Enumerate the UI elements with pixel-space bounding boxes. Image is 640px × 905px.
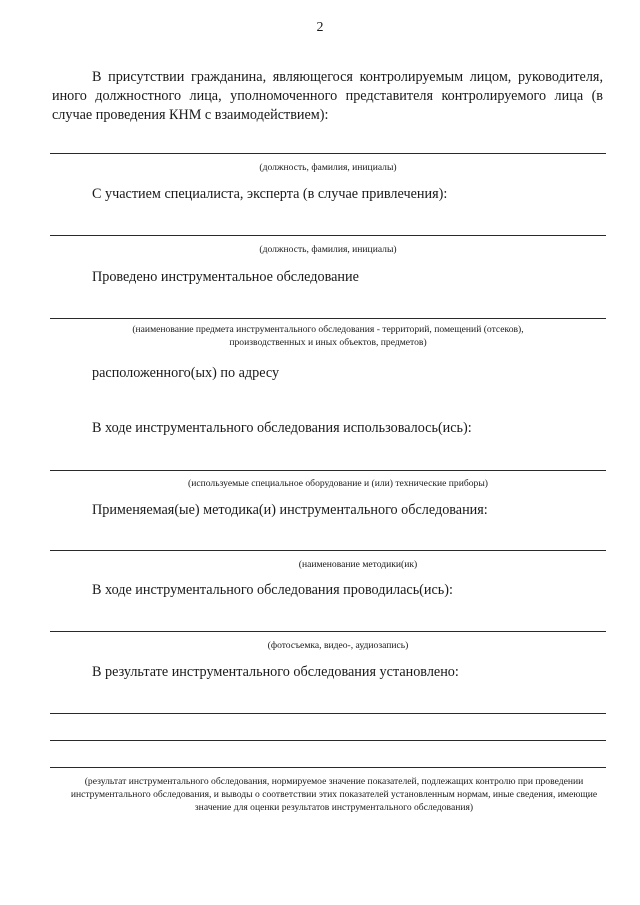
method-heading: Применяемая(ые) методика(и) инструментального обследования: xyxy=(92,502,488,518)
method-fill-line[interactable] xyxy=(50,550,606,551)
method-caption: (наименование методики(ик) xyxy=(298,559,418,570)
page-number: 2 xyxy=(316,20,324,35)
recording-caption: (фотосъемка, видео-, аудиозапись) xyxy=(267,640,409,651)
result-caption: (результат инструментального обследования, нормируемое значение показателей, подлежащих контролю при проведении инструментального обследования, и выводы о соответствии этих показателей установленным нормам, иные сведения, имеющие значение для оценки результатов инструментального обследования) xyxy=(70,776,598,813)
result-fill-line-2[interactable] xyxy=(50,740,606,741)
presence-caption: (должность, фамилия, инициалы) xyxy=(259,162,397,173)
equipment-caption: (используемые специальное оборудование и (или) технические приборы) xyxy=(188,478,488,489)
result-heading: В результате инструментального обследования установлено: xyxy=(92,664,459,680)
result-fill-line-1[interactable] xyxy=(50,713,606,714)
survey-caption-line-2: производственных и иных объектов, предметов) xyxy=(229,337,427,348)
survey-fill-line[interactable] xyxy=(50,318,606,319)
intro-paragraph: В присутствии гражданина, являющегося контролируемым лицом, руководителя, иного должностного лица, уполномоченного представителя контролируемого лица (в случае проведения КНМ с взаимодействием): xyxy=(52,69,603,123)
recording-heading: В ходе инструментального обследования проводилась(ись): xyxy=(92,582,453,598)
recording-fill-line[interactable] xyxy=(50,631,606,632)
survey-caption-line-1: (наименование предмета инструментального обследования - территорий, помещений (отсеков), xyxy=(132,324,524,335)
specialist-heading: С участием специалиста, эксперта (в случае привлечения): xyxy=(92,186,448,202)
survey-heading: Проведено инструментальное обследование xyxy=(92,269,359,285)
presence-fill-line[interactable] xyxy=(50,153,606,154)
address-heading: расположенного(ых) по адресу xyxy=(92,365,280,381)
equipment-heading: В ходе инструментального обследования использовалось(ись): xyxy=(92,420,472,436)
result-fill-line-3[interactable] xyxy=(50,767,606,768)
specialist-fill-line[interactable] xyxy=(50,235,606,236)
specialist-caption: (должность, фамилия, инициалы) xyxy=(259,244,397,255)
equipment-fill-line[interactable] xyxy=(50,470,606,471)
